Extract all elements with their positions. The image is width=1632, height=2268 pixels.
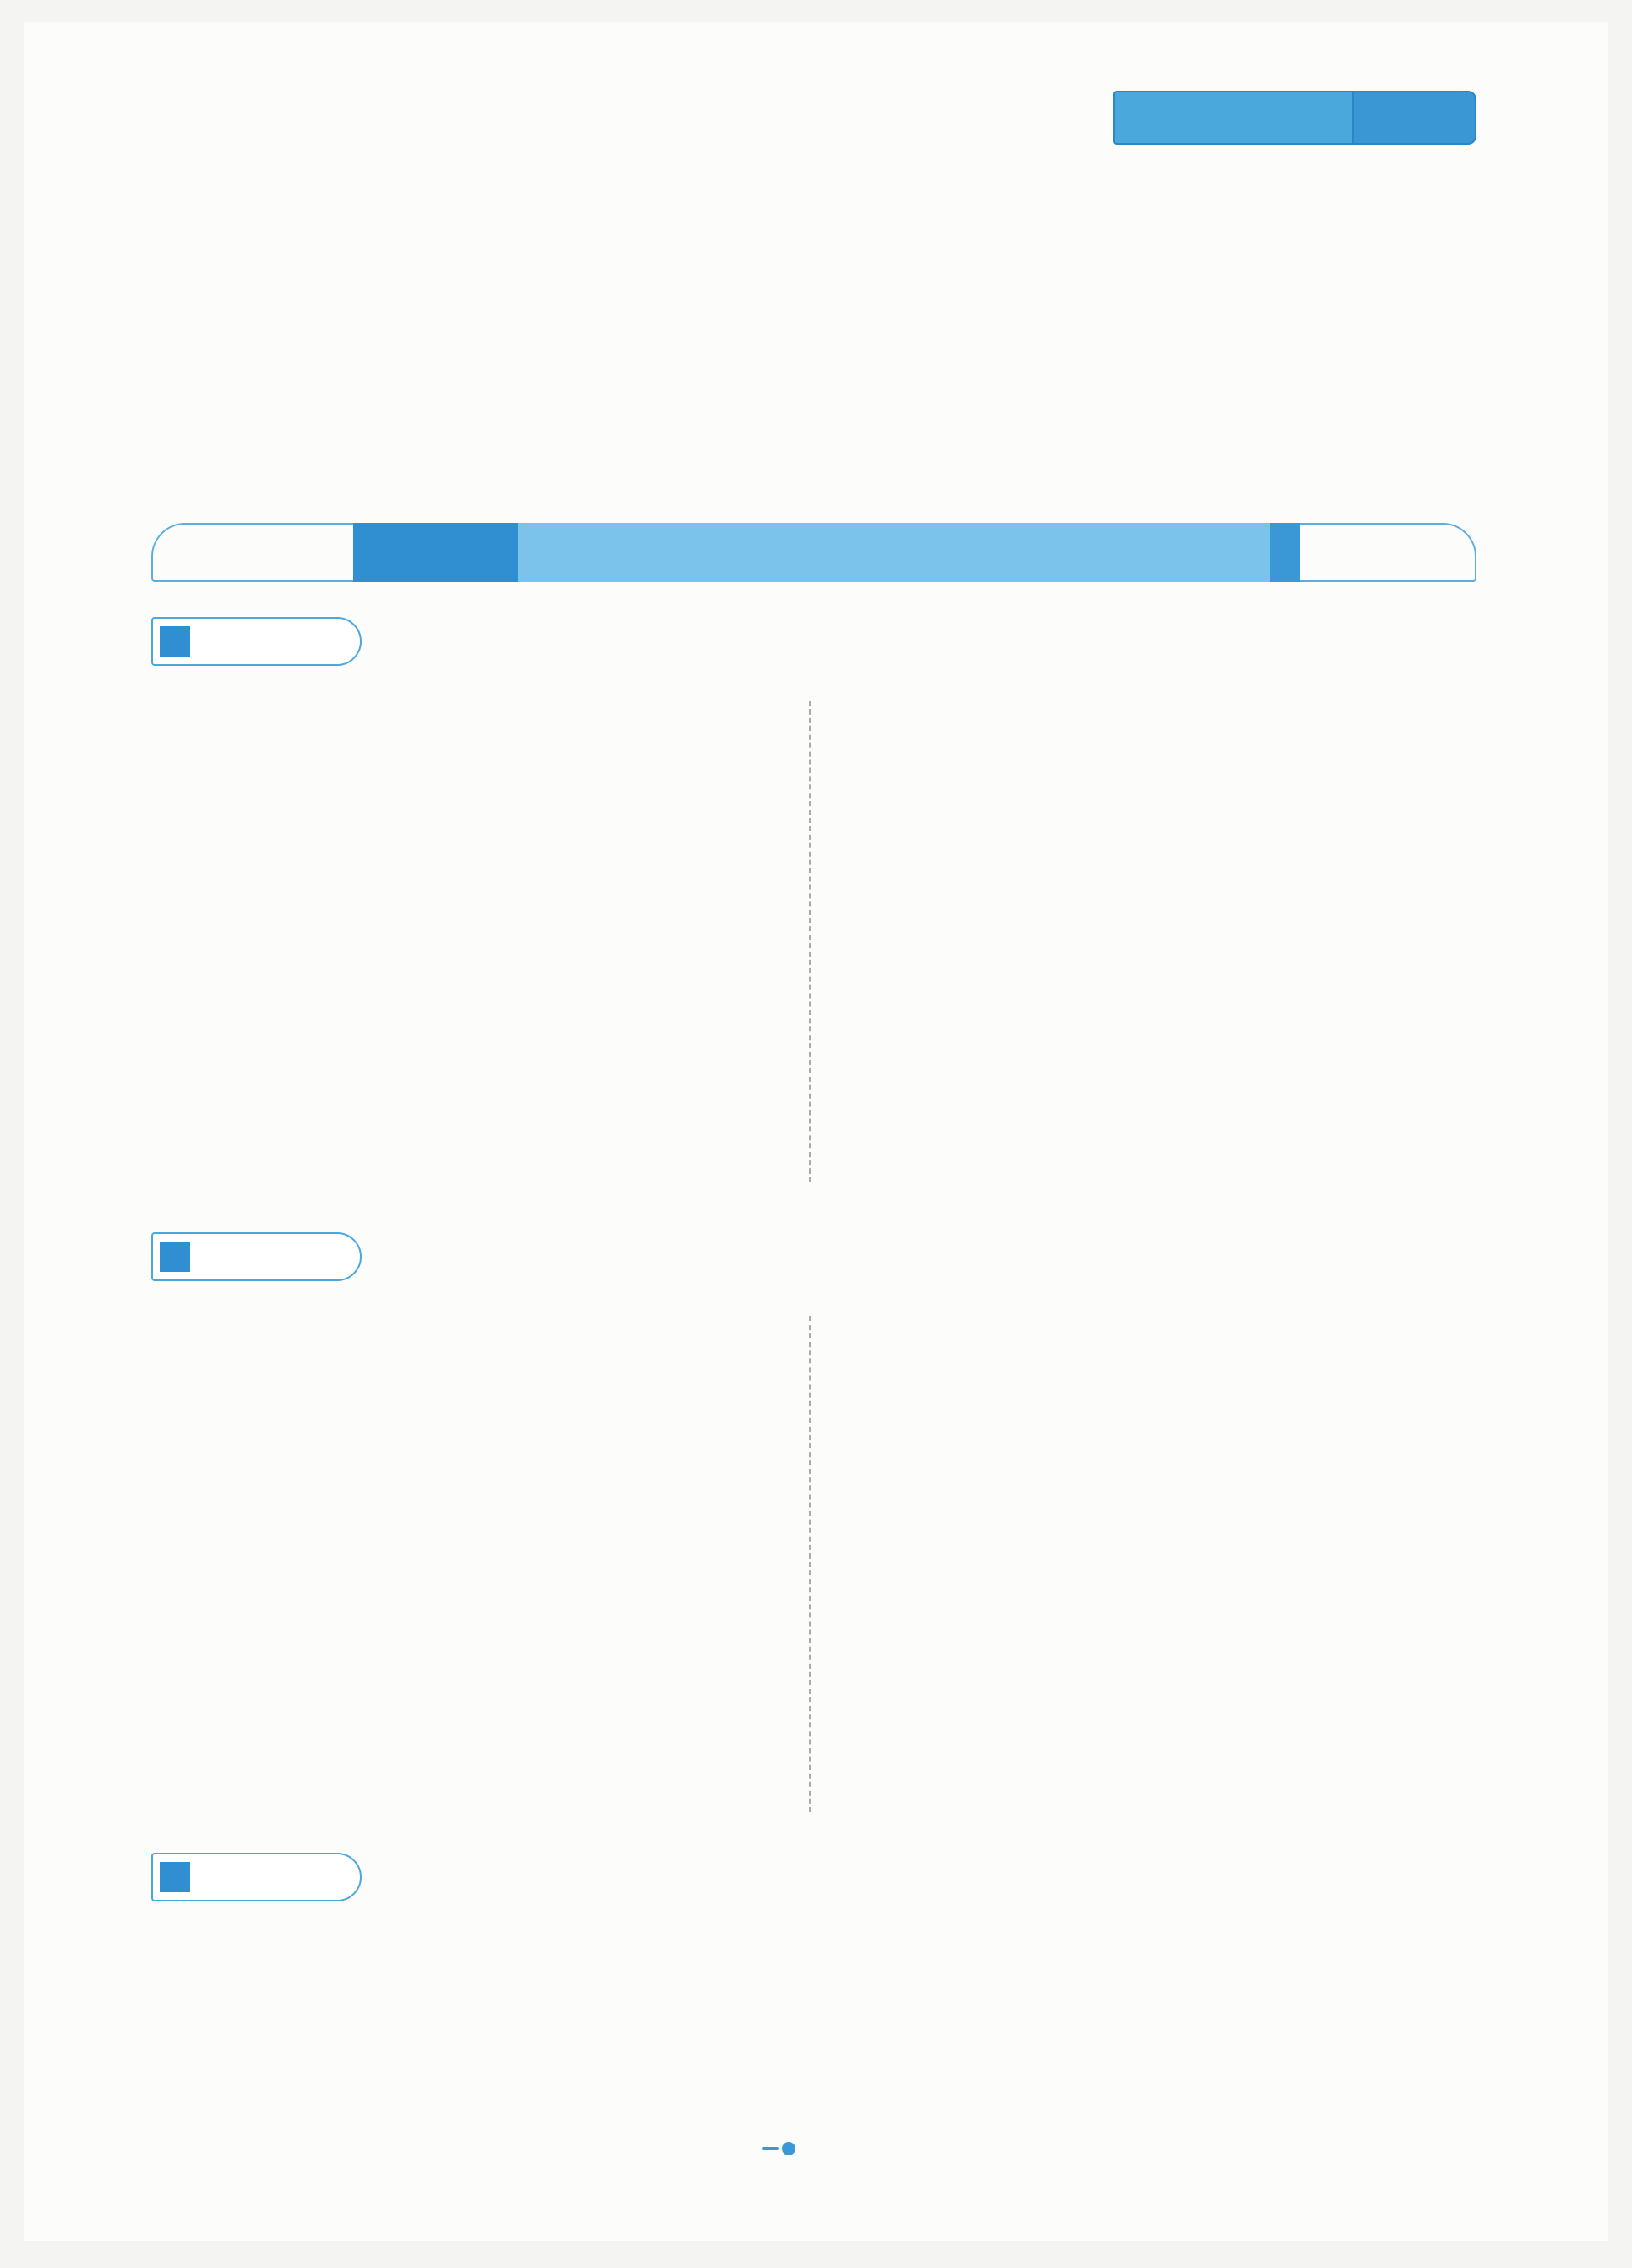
section-tag-vocab (151, 617, 362, 666)
brand-logo (1354, 91, 1476, 145)
unit-banner-fill (353, 523, 1270, 582)
dot-icon (782, 2142, 795, 2155)
unit-banner (151, 523, 1476, 582)
square-icon (160, 626, 190, 657)
page-number-text (762, 2147, 779, 2150)
column-divider (809, 1316, 811, 1812)
unit-banner-tail (1270, 523, 1300, 582)
page (24, 22, 1608, 2241)
series-badge (1113, 91, 1476, 145)
section-tag-phrases (151, 1232, 362, 1281)
series-title-block (1113, 91, 1354, 145)
square-icon (160, 1242, 190, 1272)
column-divider (809, 701, 811, 1182)
section-tag-sentences (151, 1853, 362, 1901)
page-number (762, 2142, 795, 2155)
unit-number (353, 523, 518, 582)
square-icon (160, 1862, 190, 1892)
